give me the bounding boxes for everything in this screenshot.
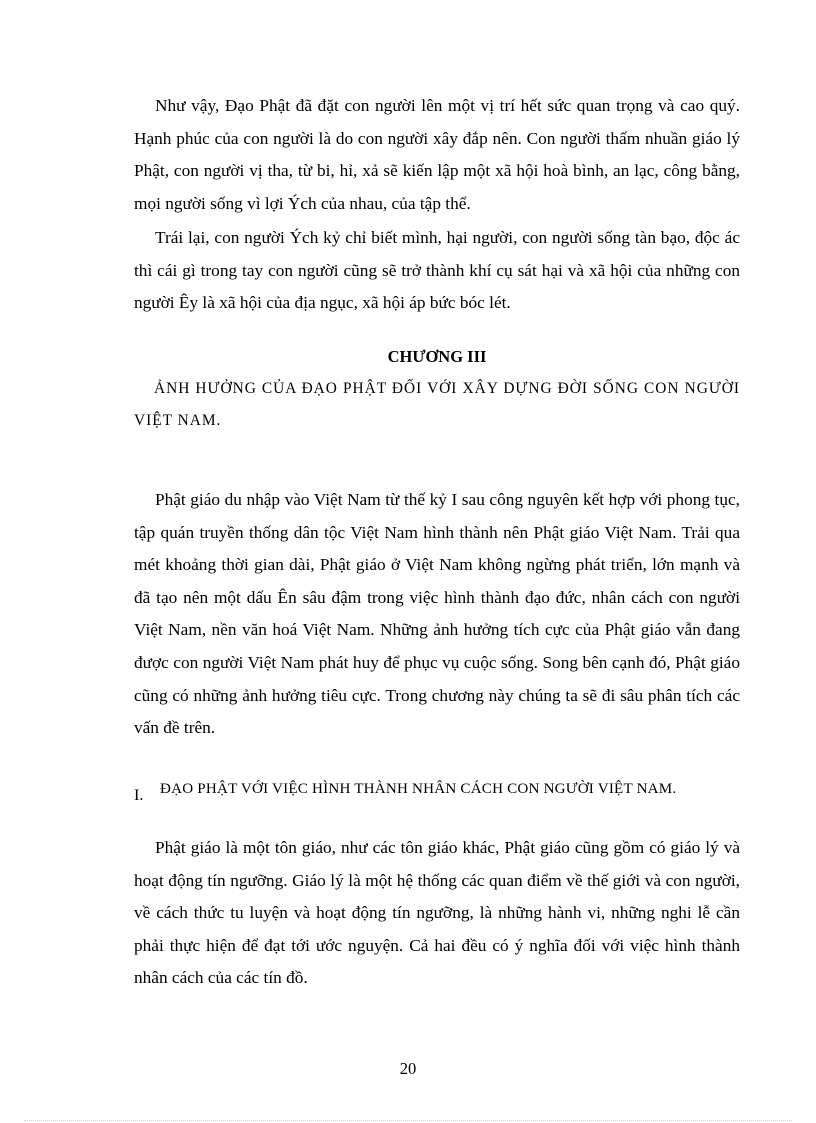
- page-number: 20: [399, 1059, 417, 1078]
- page-bottom-divider: [24, 1120, 792, 1121]
- chapter-number: CHƯƠNG III: [387, 347, 487, 366]
- paragraph-buddhism-introduction: Phật giáo du nhập vào Việt Nam từ thế kỷ I sau công nguyên kết hợp với phong tục, tập quán truyền thống dân tộc Việt Nam hình thành nên Phật giáo Việt Nam. Trải qua mét khoảng thời gian dài, Phật giáo ở Việt Nam không ngừng phát triển, lớn mạnh và đã tạo nên một dấu Ên sâu đậm trong việc hình thành đạo đức, nhân cách con người Việt Nam, nền văn hoá Việt Nam. Những ảnh hưởng tích cực của Phật giáo vẫn đang được con người Việt Nam phát huy để phục vụ cuộc sống. Song bên cạnh đó, Phật giáo cũng có những ảnh hưởng tiêu cực. Trong chương này chúng ta sẽ đi sâu phân tích các vấn đề trên.: [134, 490, 740, 738]
- paragraph-human-position: Như vậy, Đạo Phật đã đặt con người lên một vị trí hết sức quan trọng và cao quý. Hạnh phúc của con người là do con người xây đắp nên. Con người thấm nhuần giáo lý Phật, con người vị tha, từ bi, hỉ, xả sẽ kiến lập một xã hội hoà bình, an lạc, công bằng, mọi người sống vì lợi Ých của nhau, của tập thể.: [134, 96, 740, 213]
- chapter-title: ẢNH HƯỞNG CỦA ĐẠO PHẬT ĐỐI VỚI XÂY DỰNG ĐỜI SỐNG CON NGƯỜI VIỆT NAM.: [134, 380, 740, 429]
- paragraph-selfish-society: Trái lại, con người Ých kỷ chỉ biết mình, hại người, con người sống tàn bạo, độc ác thì cái gì trong tay con người cũng sẽ trở thành khí cụ sát hại và xã hội của những con người Êy là xã hội của địa ngục, xã hội áp bức bóc lét.: [134, 228, 740, 313]
- paragraph-religion-doctrine: Phật giáo là một tôn giáo, như các tôn giáo khác, Phật giáo cũng gồm có giáo lý và hoạt động tín ngưỡng. Giáo lý là một hệ thống các quan điểm về thế giới và con người, về cách thức tu luyện và hoạt động tín ngưỡng, là những hành vi, những nghi lễ cần phải thực hiện để đạt tới ước nguyện. Cả hai đều có ý nghĩa đối với việc hình thành nhân cách của các tín đồ.: [134, 838, 740, 988]
- section-number: I.: [134, 787, 144, 804]
- section-title: ĐẠO PHẬT VỚI VIỆC HÌNH THÀNH NHÂN CÁCH CON NGƯỜI VIỆT NAM.: [160, 781, 677, 797]
